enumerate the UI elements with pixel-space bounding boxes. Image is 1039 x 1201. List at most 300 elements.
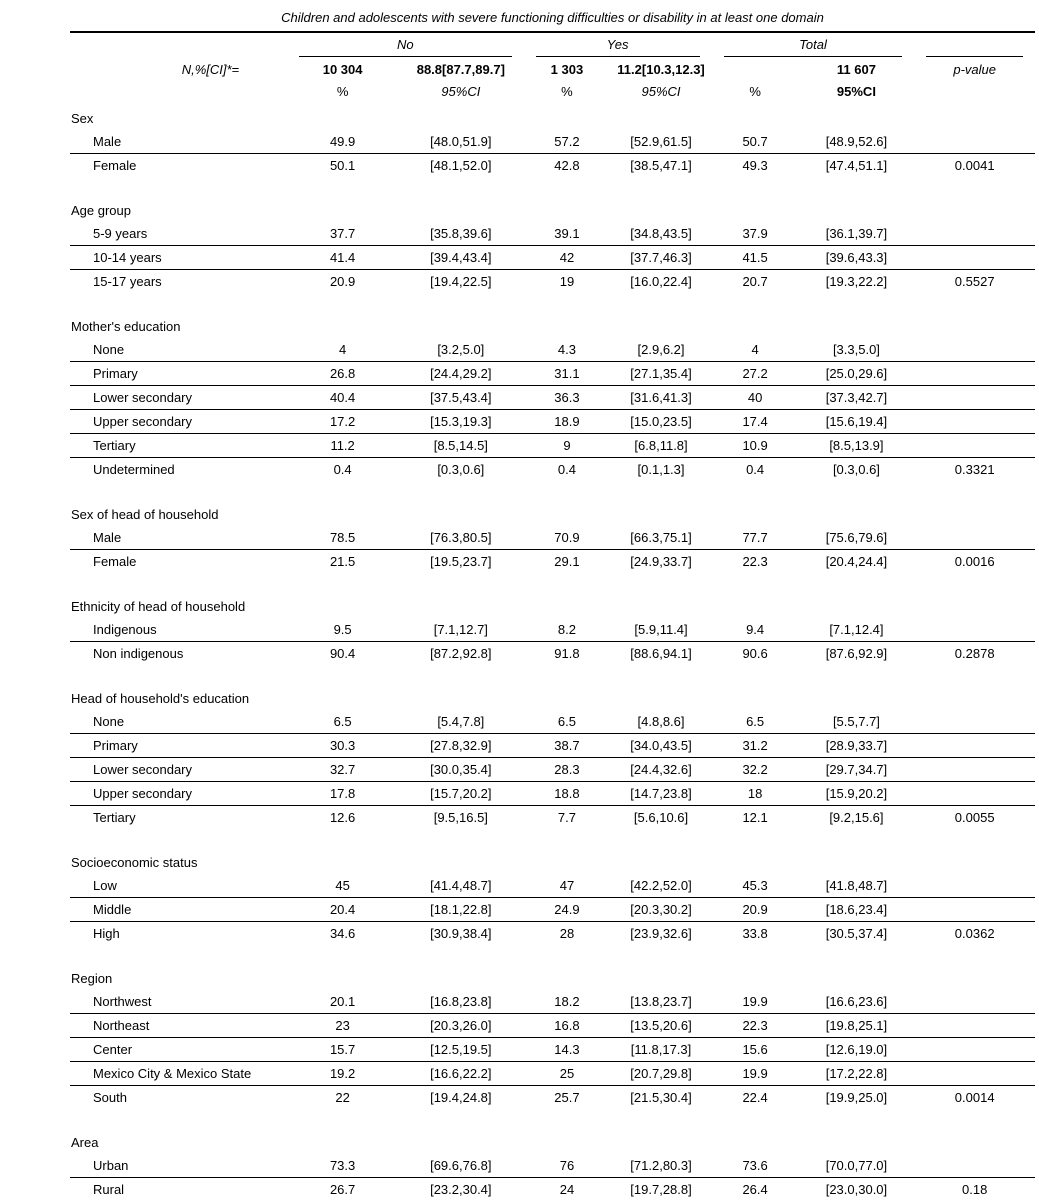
cell-pvalue — [914, 1014, 1035, 1038]
column-groups-row — [70, 32, 1035, 57]
cell-total-pct: 27.2 — [712, 362, 799, 386]
table-row — [70, 782, 1035, 806]
cell-no-pct: 9.5 — [287, 618, 398, 642]
column-group-yes: Yes — [536, 33, 700, 57]
cell-total-pct: 37.9 — [712, 222, 799, 246]
cell-no-ci: [69.6,76.8] — [398, 1154, 523, 1178]
row-label: Upper secondary — [70, 782, 287, 806]
cell-no-pct: 15.7 — [287, 1038, 398, 1062]
cell-no-ci: [19.4,24.8] — [398, 1086, 523, 1110]
cell-no-ci: [18.1,22.8] — [398, 898, 523, 922]
cell-yes-ci: [2.9,6.2] — [610, 338, 711, 362]
cell-total-pct: 12.1 — [712, 806, 799, 830]
table-row — [70, 458, 1035, 482]
row-label: Northwest — [70, 990, 287, 1014]
cell-pvalue — [914, 1154, 1035, 1178]
cell-no-ci: [30.9,38.4] — [398, 922, 523, 946]
pvalue-spacer — [914, 81, 1035, 103]
cell-total-ci: [47.4,51.1] — [799, 154, 915, 178]
cell-yes-ci: [16.0,22.4] — [610, 270, 711, 294]
cell-pvalue — [914, 386, 1035, 410]
cell-no-ci: [87.2,92.8] — [398, 642, 523, 666]
pvalue-column-rule — [926, 33, 1023, 57]
cell-total-pct: 90.6 — [712, 642, 799, 666]
cell-no-pct: 6.5 — [287, 710, 398, 734]
cell-total-ci: [18.6,23.4] — [799, 898, 915, 922]
cell-pvalue: 0.3321 — [914, 458, 1035, 482]
cell-no-ci: [39.4,43.4] — [398, 246, 523, 270]
cell-total-ci: [48.9,52.6] — [799, 130, 915, 154]
cell-yes-ci: [71.2,80.3] — [610, 1154, 711, 1178]
cell-total-pct: 73.6 — [712, 1154, 799, 1178]
cell-no-ci: [20.3,26.0] — [398, 1014, 523, 1038]
subheader-row — [70, 81, 1035, 103]
cell-no-ci: [48.0,51.9] — [398, 130, 523, 154]
sample-size-no: 10 304 — [287, 57, 398, 81]
cell-yes-ci: [21.5,30.4] — [610, 1086, 711, 1110]
cell-total-ci: [75.6,79.6] — [799, 526, 915, 550]
cell-yes-pct: 24.9 — [524, 898, 611, 922]
cell-no-ci: [23.2,30.4] — [398, 1178, 523, 1201]
cell-total-pct: 10.9 — [712, 434, 799, 458]
row-label: Northeast — [70, 1014, 287, 1038]
cell-yes-pct: 57.2 — [524, 130, 611, 154]
cell-yes-pct: 29.1 — [524, 550, 611, 574]
cell-no-pct: 73.3 — [287, 1154, 398, 1178]
cell-no-pct: 32.7 — [287, 758, 398, 782]
section-row — [70, 573, 1035, 618]
cell-yes-ci: [23.9,32.6] — [610, 922, 711, 946]
cell-pvalue — [914, 1062, 1035, 1086]
row-label: High — [70, 922, 287, 946]
row-label: Undetermined — [70, 458, 287, 482]
row-label: Tertiary — [70, 806, 287, 830]
table-row — [70, 270, 1035, 294]
cell-no-ci: [35.8,39.6] — [398, 222, 523, 246]
cell-yes-ci: [88.6,94.1] — [610, 642, 711, 666]
cell-no-ci: [19.5,23.7] — [398, 550, 523, 574]
pct-header-total: % — [712, 81, 799, 103]
cell-yes-pct: 31.1 — [524, 362, 611, 386]
cell-total-pct: 33.8 — [712, 922, 799, 946]
cell-no-ci: [5.4,7.8] — [398, 710, 523, 734]
cell-total-ci: [28.9,33.7] — [799, 734, 915, 758]
section-row — [70, 177, 1035, 222]
cell-yes-pct: 19 — [524, 270, 611, 294]
cell-no-pct: 22 — [287, 1086, 398, 1110]
cell-yes-pct: 0.4 — [524, 458, 611, 482]
cell-total-ci: [70.0,77.0] — [799, 1154, 915, 1178]
cell-no-pct: 11.2 — [287, 434, 398, 458]
section-label: Ethnicity of head of household — [70, 573, 1035, 618]
sample-size-row — [70, 57, 1035, 81]
cell-total-ci: [29.7,34.7] — [799, 758, 915, 782]
cell-total-pct: 19.9 — [712, 990, 799, 1014]
table-row — [70, 1014, 1035, 1038]
cell-yes-pct: 38.7 — [524, 734, 611, 758]
table-row — [70, 990, 1035, 1014]
cell-no-pct: 19.2 — [287, 1062, 398, 1086]
row-label: None — [70, 338, 287, 362]
section-label: Age group — [70, 177, 1035, 222]
row-label: Mexico City & Mexico State — [70, 1062, 287, 1086]
cell-pvalue: 0.0016 — [914, 550, 1035, 574]
sample-size-yes: 1 303 — [524, 57, 611, 81]
table-row — [70, 550, 1035, 574]
cell-no-pct: 34.6 — [287, 922, 398, 946]
cell-no-pct: 45 — [287, 874, 398, 898]
row-label: Center — [70, 1038, 287, 1062]
table-row — [70, 386, 1035, 410]
cell-yes-pct: 28 — [524, 922, 611, 946]
table-row — [70, 710, 1035, 734]
section-label: Socioeconomic status — [70, 829, 1035, 874]
cell-total-ci: [41.8,48.7] — [799, 874, 915, 898]
cell-total-pct: 0.4 — [712, 458, 799, 482]
cell-yes-ci: [20.7,29.8] — [610, 1062, 711, 1086]
statistics-table — [70, 31, 1035, 1201]
cell-no-pct: 20.9 — [287, 270, 398, 294]
row-label: Primary — [70, 734, 287, 758]
cell-total-ci: [19.9,25.0] — [799, 1086, 915, 1110]
cell-yes-ci: [52.9,61.5] — [610, 130, 711, 154]
table-row — [70, 246, 1035, 270]
cell-no-pct: 26.8 — [287, 362, 398, 386]
section-label: Head of household's education — [70, 665, 1035, 710]
section-row — [70, 1109, 1035, 1154]
row-label: Female — [70, 550, 287, 574]
cell-total-pct: 40 — [712, 386, 799, 410]
row-label: Male — [70, 130, 287, 154]
cell-no-ci: [76.3,80.5] — [398, 526, 523, 550]
total-pct-spacer — [712, 57, 799, 81]
stub-spacer — [70, 81, 287, 103]
cell-total-pct: 15.6 — [712, 1038, 799, 1062]
section-row — [70, 103, 1035, 130]
cell-no-ci: [16.8,23.8] — [398, 990, 523, 1014]
cell-pvalue — [914, 898, 1035, 922]
cell-pvalue — [914, 526, 1035, 550]
cell-total-pct: 18 — [712, 782, 799, 806]
cell-total-ci: [23.0,30.0] — [799, 1178, 915, 1201]
cell-total-ci: [19.3,22.2] — [799, 270, 915, 294]
cell-total-pct: 50.7 — [712, 130, 799, 154]
cell-total-ci: [3.3,5.0] — [799, 338, 915, 362]
cell-no-ci: [48.1,52.0] — [398, 154, 523, 178]
cell-no-pct: 49.9 — [287, 130, 398, 154]
pvalue-column-label: p-value — [914, 57, 1035, 81]
cell-no-pct: 30.3 — [287, 734, 398, 758]
cell-no-pct: 20.1 — [287, 990, 398, 1014]
table-row — [70, 1178, 1035, 1201]
cell-total-pct: 31.2 — [712, 734, 799, 758]
cell-total-pct: 20.7 — [712, 270, 799, 294]
cell-pvalue: 0.0055 — [914, 806, 1035, 830]
row-label: 10-14 years — [70, 246, 287, 270]
table-body — [70, 103, 1035, 1201]
cell-no-pct: 17.8 — [287, 782, 398, 806]
ci-header-no: 95%CI — [398, 81, 523, 103]
cell-yes-pct: 8.2 — [524, 618, 611, 642]
cell-yes-ci: [11.8,17.3] — [610, 1038, 711, 1062]
cell-no-ci: [24.4,29.2] — [398, 362, 523, 386]
cell-yes-ci: [24.4,32.6] — [610, 758, 711, 782]
cell-no-pct: 41.4 — [287, 246, 398, 270]
cell-yes-pct: 9 — [524, 434, 611, 458]
cell-total-ci: [15.6,19.4] — [799, 410, 915, 434]
cell-no-pct: 17.2 — [287, 410, 398, 434]
cell-no-pct: 37.7 — [287, 222, 398, 246]
cell-no-pct: 78.5 — [287, 526, 398, 550]
cell-total-pct: 17.4 — [712, 410, 799, 434]
cell-pvalue — [914, 874, 1035, 898]
table-row — [70, 130, 1035, 154]
cell-yes-ci: [0.1,1.3] — [610, 458, 711, 482]
cell-pvalue — [914, 710, 1035, 734]
cell-total-pct: 22.4 — [712, 1086, 799, 1110]
cell-total-ci: [39.6,43.3] — [799, 246, 915, 270]
row-label: 15-17 years — [70, 270, 287, 294]
row-label: Indigenous — [70, 618, 287, 642]
row-label: Female — [70, 154, 287, 178]
cell-total-pct: 4 — [712, 338, 799, 362]
cell-total-pct: 20.9 — [712, 898, 799, 922]
section-row — [70, 481, 1035, 526]
cell-no-ci: [9.5,16.5] — [398, 806, 523, 830]
cell-total-ci: [36.1,39.7] — [799, 222, 915, 246]
column-group-total: Total — [724, 33, 903, 57]
cell-total-pct: 22.3 — [712, 1014, 799, 1038]
cell-total-pct: 6.5 — [712, 710, 799, 734]
section-row — [70, 829, 1035, 874]
cell-no-ci: [7.1,12.7] — [398, 618, 523, 642]
table-row — [70, 758, 1035, 782]
cell-no-ci: [15.7,20.2] — [398, 782, 523, 806]
cell-yes-ci: [34.0,43.5] — [610, 734, 711, 758]
cell-yes-ci: [15.0,23.5] — [610, 410, 711, 434]
n-row-label: N,%[CI]*= — [70, 57, 287, 81]
cell-no-ci: [0.3,0.6] — [398, 458, 523, 482]
cell-yes-pct: 16.8 — [524, 1014, 611, 1038]
cell-yes-pct: 18.2 — [524, 990, 611, 1014]
table-row — [70, 338, 1035, 362]
cell-total-ci: [16.6,23.6] — [799, 990, 915, 1014]
cell-no-pct: 40.4 — [287, 386, 398, 410]
row-label: Upper secondary — [70, 410, 287, 434]
cell-pvalue — [914, 434, 1035, 458]
cell-no-pct: 26.7 — [287, 1178, 398, 1201]
table-row — [70, 618, 1035, 642]
cell-total-ci: [17.2,22.8] — [799, 1062, 915, 1086]
cell-yes-ci: [66.3,75.1] — [610, 526, 711, 550]
cell-pvalue: 0.18 — [914, 1178, 1035, 1201]
cell-yes-ci: [14.7,23.8] — [610, 782, 711, 806]
cell-no-ci: [12.5,19.5] — [398, 1038, 523, 1062]
table-row — [70, 222, 1035, 246]
cell-pvalue — [914, 338, 1035, 362]
row-label: Primary — [70, 362, 287, 386]
section-row — [70, 665, 1035, 710]
cell-pvalue — [914, 734, 1035, 758]
cell-total-ci: [20.4,24.4] — [799, 550, 915, 574]
cell-total-ci: [9.2,15.6] — [799, 806, 915, 830]
section-label: Sex — [70, 103, 1035, 130]
cell-pvalue — [914, 758, 1035, 782]
cell-pvalue — [914, 1038, 1035, 1062]
cell-yes-pct: 76 — [524, 1154, 611, 1178]
cell-no-pct: 20.4 — [287, 898, 398, 922]
cell-no-pct: 12.6 — [287, 806, 398, 830]
table-row — [70, 1062, 1035, 1086]
cell-pvalue — [914, 618, 1035, 642]
table-row — [70, 734, 1035, 758]
cell-yes-ci: [27.1,35.4] — [610, 362, 711, 386]
cell-total-ci: [15.9,20.2] — [799, 782, 915, 806]
cell-pvalue: 0.5527 — [914, 270, 1035, 294]
cell-no-pct: 23 — [287, 1014, 398, 1038]
cell-pvalue: 0.0014 — [914, 1086, 1035, 1110]
table-row — [70, 874, 1035, 898]
cell-pvalue — [914, 362, 1035, 386]
cell-yes-ci: [5.9,11.4] — [610, 618, 711, 642]
sample-size-total: 11 607 — [799, 57, 915, 81]
cell-total-ci: [7.1,12.4] — [799, 618, 915, 642]
cell-yes-pct: 39.1 — [524, 222, 611, 246]
table-row — [70, 410, 1035, 434]
cell-total-pct: 41.5 — [712, 246, 799, 270]
cell-yes-pct: 25.7 — [524, 1086, 611, 1110]
cell-yes-ci: [6.8,11.8] — [610, 434, 711, 458]
cell-yes-pct: 70.9 — [524, 526, 611, 550]
table-row — [70, 154, 1035, 178]
row-label: None — [70, 710, 287, 734]
table-title: Children and adolescents with severe functioning difficulties or disability in at least one domain — [70, 7, 1035, 28]
pct-ci-yes: 11.2[10.3,12.3] — [610, 57, 711, 81]
cell-yes-pct: 4.3 — [524, 338, 611, 362]
table-row — [70, 898, 1035, 922]
table-row — [70, 1086, 1035, 1110]
cell-yes-ci: [34.8,43.5] — [610, 222, 711, 246]
cell-no-pct: 90.4 — [287, 642, 398, 666]
row-label: Lower secondary — [70, 386, 287, 410]
stub-spacer — [70, 32, 287, 57]
row-label: Rural — [70, 1178, 287, 1201]
cell-yes-ci: [38.5,47.1] — [610, 154, 711, 178]
cell-no-ci: [41.4,48.7] — [398, 874, 523, 898]
row-label: Male — [70, 526, 287, 550]
cell-yes-ci: [4.8,8.6] — [610, 710, 711, 734]
cell-pvalue: 0.0041 — [914, 154, 1035, 178]
cell-no-pct: 50.1 — [287, 154, 398, 178]
ci-header-yes: 95%CI — [610, 81, 711, 103]
row-label: 5-9 years — [70, 222, 287, 246]
section-label: Area — [70, 1109, 1035, 1154]
pct-header-yes: % — [524, 81, 611, 103]
row-label: South — [70, 1086, 287, 1110]
cell-no-ci: [3.2,5.0] — [398, 338, 523, 362]
cell-yes-ci: [5.6,10.6] — [610, 806, 711, 830]
cell-pvalue: 0.2878 — [914, 642, 1035, 666]
table-row — [70, 434, 1035, 458]
pct-header-no: % — [287, 81, 398, 103]
section-label: Sex of head of household — [70, 481, 1035, 526]
cell-pvalue — [914, 246, 1035, 270]
row-label: Low — [70, 874, 287, 898]
cell-total-pct: 32.2 — [712, 758, 799, 782]
table-header — [70, 32, 1035, 103]
column-group-no: No — [299, 33, 511, 57]
cell-yes-pct: 25 — [524, 1062, 611, 1086]
row-label: Urban — [70, 1154, 287, 1178]
cell-yes-pct: 18.8 — [524, 782, 611, 806]
cell-total-pct: 49.3 — [712, 154, 799, 178]
table-row — [70, 922, 1035, 946]
cell-total-pct: 19.9 — [712, 1062, 799, 1086]
cell-total-pct: 9.4 — [712, 618, 799, 642]
cell-total-pct: 26.4 — [712, 1178, 799, 1201]
cell-yes-ci: [19.7,28.8] — [610, 1178, 711, 1201]
cell-total-ci: [25.0,29.6] — [799, 362, 915, 386]
row-label: Non indigenous — [70, 642, 287, 666]
cell-no-ci: [19.4,22.5] — [398, 270, 523, 294]
table-row — [70, 1038, 1035, 1062]
section-label: Mother's education — [70, 293, 1035, 338]
cell-total-pct: 45.3 — [712, 874, 799, 898]
cell-yes-pct: 36.3 — [524, 386, 611, 410]
table-row — [70, 362, 1035, 386]
cell-yes-pct: 47 — [524, 874, 611, 898]
row-label: Tertiary — [70, 434, 287, 458]
section-label: Region — [70, 945, 1035, 990]
cell-no-ci: [16.6,22.2] — [398, 1062, 523, 1086]
cell-total-ci: [8.5,13.9] — [799, 434, 915, 458]
cell-yes-ci: [20.3,30.2] — [610, 898, 711, 922]
cell-total-pct: 77.7 — [712, 526, 799, 550]
section-row — [70, 293, 1035, 338]
ci-header-total: 95%CI — [799, 81, 915, 103]
cell-yes-pct: 7.7 — [524, 806, 611, 830]
cell-total-ci: [0.3,0.6] — [799, 458, 915, 482]
cell-yes-pct: 28.3 — [524, 758, 611, 782]
table-row — [70, 1154, 1035, 1178]
cell-no-ci: [27.8,32.9] — [398, 734, 523, 758]
cell-total-ci: [19.8,25.1] — [799, 1014, 915, 1038]
cell-pvalue — [914, 990, 1035, 1014]
cell-total-pct: 22.3 — [712, 550, 799, 574]
cell-yes-pct: 18.9 — [524, 410, 611, 434]
cell-yes-ci: [13.5,20.6] — [610, 1014, 711, 1038]
cell-yes-ci: [37.7,46.3] — [610, 246, 711, 270]
cell-pvalue — [914, 222, 1035, 246]
cell-no-pct: 21.5 — [287, 550, 398, 574]
pct-ci-no: 88.8[87.7,89.7] — [398, 57, 523, 81]
cell-total-ci: [12.6,19.0] — [799, 1038, 915, 1062]
section-row — [70, 945, 1035, 990]
cell-yes-pct: 6.5 — [524, 710, 611, 734]
cell-yes-pct: 42.8 — [524, 154, 611, 178]
cell-yes-pct: 14.3 — [524, 1038, 611, 1062]
cell-yes-ci: [13.8,23.7] — [610, 990, 711, 1014]
cell-yes-ci: [31.6,41.3] — [610, 386, 711, 410]
table-row — [70, 806, 1035, 830]
cell-pvalue — [914, 782, 1035, 806]
cell-no-ci: [30.0,35.4] — [398, 758, 523, 782]
cell-no-pct: 4 — [287, 338, 398, 362]
table-row — [70, 526, 1035, 550]
cell-no-pct: 0.4 — [287, 458, 398, 482]
cell-pvalue — [914, 130, 1035, 154]
cell-total-ci: [30.5,37.4] — [799, 922, 915, 946]
